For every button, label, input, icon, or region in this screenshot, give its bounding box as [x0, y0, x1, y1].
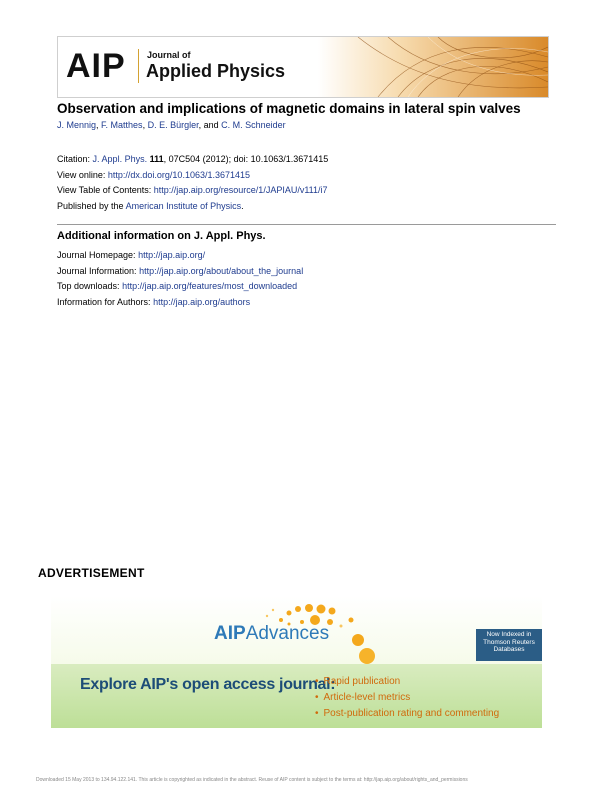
additional-info-row [57, 295, 303, 311]
ad-feature-list [315, 674, 499, 722]
info-label: Top downloads: [57, 281, 120, 291]
article-title: Observation and implications of magnetic domains in lateral spin valves [57, 101, 521, 116]
view-online-link[interactable]: http://dx.doi.org/10.1063/1.3671415 [107, 169, 251, 180]
banner-artwork [258, 37, 548, 97]
toc-line [57, 183, 328, 199]
author-link[interactable]: C. M. Schneider [221, 120, 286, 130]
additional-info-row [57, 279, 303, 295]
journal-name-prefix: Journal of [147, 50, 191, 60]
publisher-prefix: Published by the [57, 200, 126, 211]
citation-details: , 07C504 (2012); doi: 10.1063/1.3671415 [163, 154, 329, 164]
journal-banner[interactable] [57, 36, 549, 98]
aip-advances-ad[interactable] [51, 596, 542, 728]
publisher-line [57, 199, 328, 215]
top-downloads-link[interactable]: http://jap.aip.org/features/most_downloaded [122, 281, 298, 291]
journal-homepage-link[interactable]: http://jap.aip.org/ [138, 250, 206, 260]
author-link[interactable]: F. Matthes [101, 120, 143, 130]
ad-feature-item: • Post-publication rating and commenting [315, 706, 499, 722]
aip-logo: AIP [66, 47, 126, 85]
additional-info-list [57, 248, 303, 310]
citation-line [57, 152, 328, 168]
publisher-suffix: . [241, 200, 244, 211]
ad-tagline: Explore AIP's open access journal: [80, 676, 336, 693]
ad-logo-aip: AIP [214, 623, 246, 644]
info-label: Journal Homepage: [57, 250, 136, 260]
section-divider [57, 224, 556, 225]
additional-info-row [57, 264, 303, 280]
author-link[interactable]: J. Mennig [57, 120, 97, 130]
ad-feature-item: • Article-level metrics [315, 690, 499, 706]
toc-link[interactable]: http://jap.aip.org/resource/1/JAPIAU/v111/i7 [153, 185, 328, 195]
citation-block [57, 152, 328, 214]
ad-feature-item: • Rapid publication [315, 674, 499, 690]
authors-info-link[interactable]: http://jap.aip.org/authors [153, 296, 251, 307]
citation-volume: 111 [149, 154, 164, 164]
ad-logo-advances: Advances [245, 623, 330, 644]
view-online-label: View online: [57, 169, 106, 180]
aip-advances-logo [214, 624, 329, 644]
additional-info-row [57, 248, 303, 264]
author-separator: , [96, 120, 102, 130]
info-label: Information for Authors: [57, 296, 151, 307]
advertisement-label: ADVERTISEMENT [38, 566, 145, 580]
author-separator: , and [198, 120, 222, 130]
journal-information-link[interactable]: http://jap.aip.org/about/about_the_journal [139, 265, 304, 276]
download-footer: Downloaded 15 May 2013 to 134.94.122.141. This article is copyrighted as indicated in the abstract. Reuse of AIP content is subject to the terms at: http://jap.aip.org/about/rights_and_permissions [36, 777, 468, 783]
view-online-line [57, 168, 328, 184]
banner-divider [138, 49, 139, 83]
publisher-link[interactable]: American Institute of Physics [125, 200, 242, 211]
info-label: Journal Information: [57, 265, 137, 276]
author-link[interactable]: D. E. Bürgler [147, 120, 199, 130]
citation-journal-link[interactable]: J. Appl. Phys. [92, 154, 148, 164]
indexed-badge: Now Indexed in Thomson Reuters Databases [476, 629, 542, 661]
citation-label: Citation: [57, 154, 91, 164]
toc-label: View Table of Contents: [57, 185, 152, 195]
journal-name: Applied Physics [146, 61, 286, 81]
additional-info-heading: Additional information on J. Appl. Phys. [57, 230, 266, 242]
author-separator: , [142, 120, 148, 130]
author-list [57, 120, 286, 131]
